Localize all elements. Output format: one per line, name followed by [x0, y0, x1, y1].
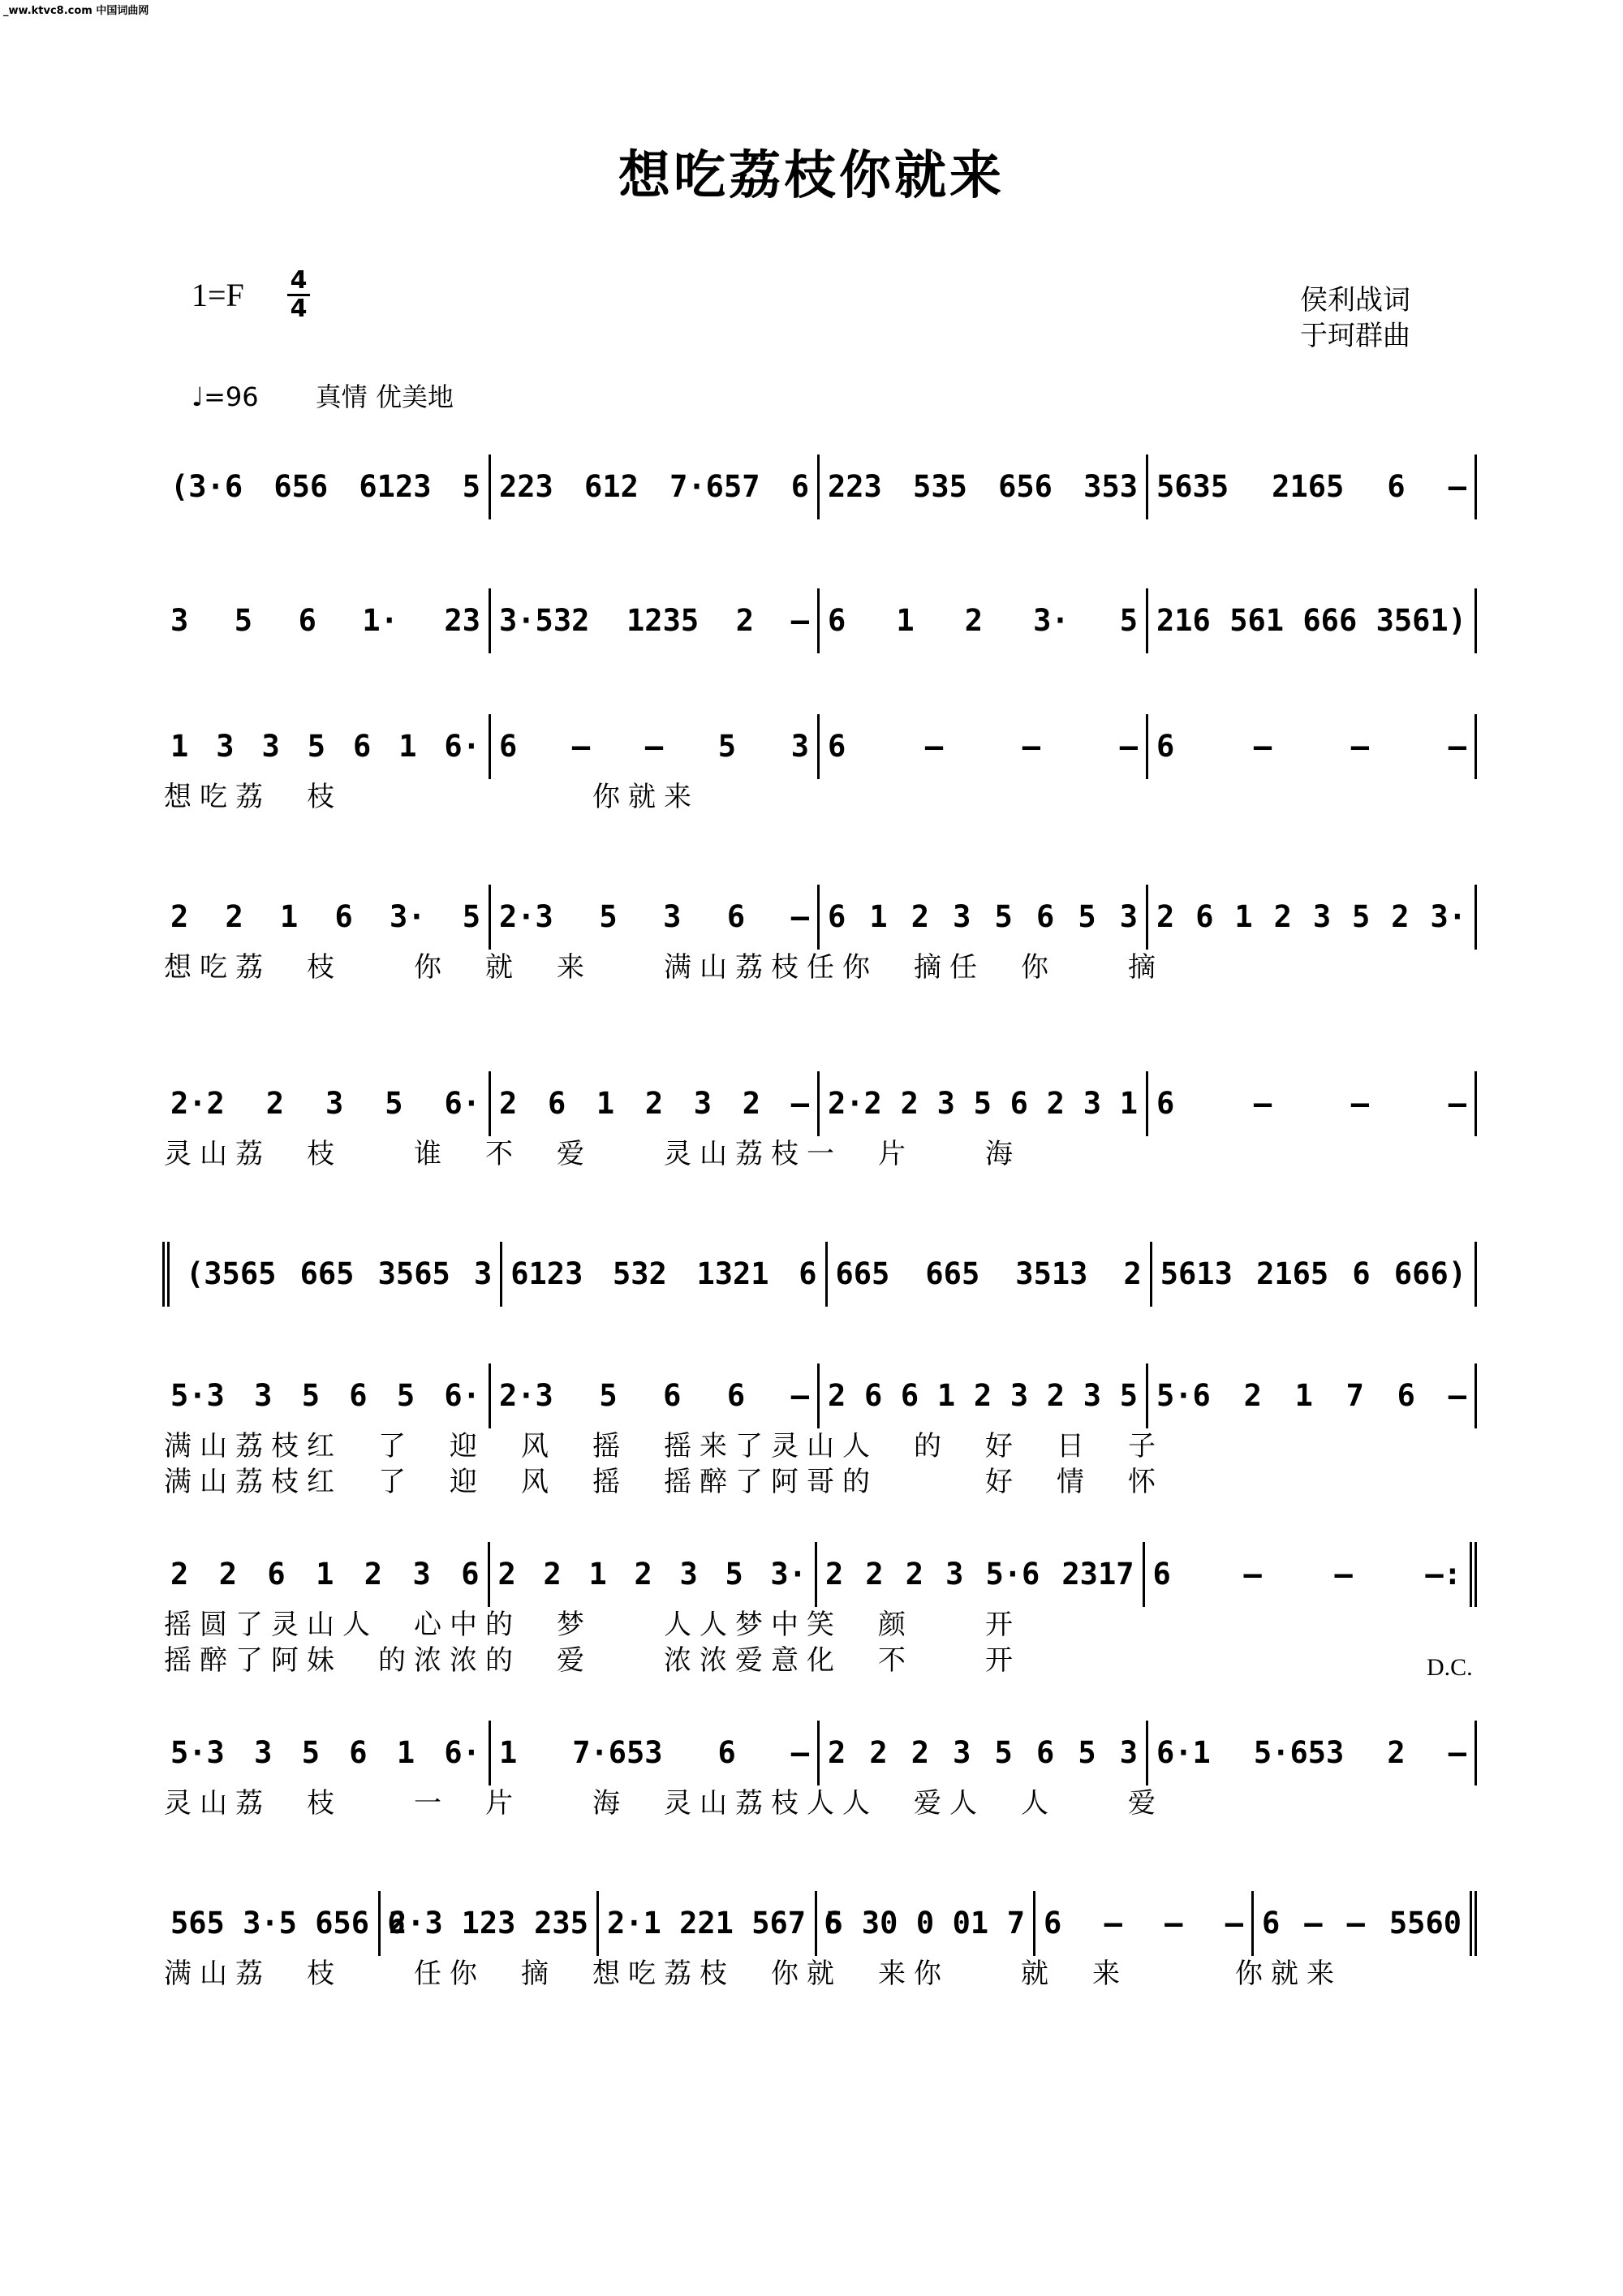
measure: 6 – – – [1035, 1891, 1254, 1956]
notation-row [162, 454, 1477, 519]
score-line-5 [162, 1071, 1477, 1172]
meter-top: 4 [290, 266, 308, 295]
lyric-line: 满山荔枝红 了 迎 风 摇 摇醉了阿哥的 好 情 怀 [164, 1466, 1164, 1498]
lyric-line: 摇醉了阿妹 的浓浓的 爱 浓浓爱意化 不 开 [164, 1644, 1021, 1677]
meter-bottom: 4 [287, 294, 310, 322]
score-line-8 [162, 1542, 1477, 1678]
measure: 2 2 6 1 2 3 6 [162, 1542, 490, 1607]
measure: 6 – – 5 3 [491, 714, 820, 779]
measure: 2 6 6 1 2 3 2 3 5 [820, 1363, 1148, 1428]
lyric-line: 灵山荔 枝 谁 不 爱 灵山荔枝一 片 海 [164, 1138, 1021, 1170]
measure: 565 3·5 656 6 [162, 1891, 381, 1956]
score-line-4 [162, 885, 1477, 985]
lyric-line: 灵山荔 枝 一 片 海 灵山荔枝人人 爱人 人 爱 [164, 1787, 1164, 1820]
measure: 6 – – – [1148, 714, 1477, 779]
measure: 6 – – 5560 [1254, 1891, 1477, 1956]
measure: 2 2 2 3 5 6 5 3 [820, 1721, 1148, 1786]
measure: 6 1 2 3 5 6 5 3 [820, 885, 1148, 950]
score-line-9 [162, 1721, 1477, 1821]
measure: 223 535 656 353 [820, 454, 1148, 519]
notation-row [162, 1542, 1477, 1607]
measure: 6·1 5·653 2 – [1148, 1721, 1477, 1786]
measure: 5613 2165 6 666) [1152, 1242, 1477, 1307]
score-line-7 [162, 1363, 1477, 1500]
measure: 5 30 0 01 7 [817, 1891, 1035, 1956]
tempo-mark: ♩=96 [192, 381, 259, 412]
notation-row [162, 1891, 1477, 1956]
notation-row [162, 885, 1477, 950]
score-line-3 [162, 714, 1477, 815]
key-signature: 1=F [192, 277, 244, 313]
notation-row [162, 1721, 1477, 1786]
notation-row [162, 1071, 1477, 1136]
measure: 2 2 1 2 3 5 3· [490, 1542, 818, 1607]
notation-row [162, 714, 1477, 779]
lyric-line: 想吃荔 枝 你就来 [164, 781, 700, 813]
measure: 2·3 5 6 6 – [491, 1363, 820, 1428]
notation-row [162, 588, 1477, 653]
measure: 2·3 123 235 [381, 1891, 599, 1956]
score-line-1 [162, 454, 1477, 519]
measure: 6 – – – [1148, 1071, 1477, 1136]
measure: 2·2 2 3 5 6 2 3 1 [820, 1071, 1148, 1136]
notation-row [162, 1242, 1477, 1307]
da-capo-mark: D.C. [1427, 1654, 1473, 1681]
measure: 5·6 2 1 7 6 – [1148, 1363, 1477, 1428]
measure: 6123 532 1321 6 [502, 1242, 827, 1307]
measure: 6 1 2 3· 5 [820, 588, 1148, 653]
measure: 2·2 2 3 5 6· [162, 1071, 491, 1136]
measure: 2 2 1 6 3· 5 [162, 885, 491, 950]
measure: 223 612 7·657 6 [491, 454, 820, 519]
composer: 于珂群曲 [1300, 320, 1410, 352]
time-signature [287, 268, 310, 322]
page-title: 想吃荔枝你就来 [618, 146, 1005, 206]
measure: 5635 2165 6 – [1148, 454, 1477, 519]
watermark: _ww.ktvc8.com 中国词曲网 [3, 5, 149, 17]
measure: 6 – – –: [1145, 1542, 1478, 1607]
expression-mark: 真情 优美地 [315, 381, 454, 412]
measure: 3 5 6 1· 23 [162, 588, 491, 653]
measure: 5·3 3 5 6 1 6· [162, 1721, 491, 1786]
notation-row [162, 1363, 1477, 1428]
tempo-marking [192, 377, 454, 414]
measure: 2 2 2 3 5·6 2317 [817, 1542, 1145, 1607]
measure: 2·3 5 3 6 – [491, 885, 820, 950]
measure: (3·6 656 6123 5 [162, 454, 491, 519]
measure: 5·3 3 5 6 5 6· [162, 1363, 491, 1428]
measure: 6 – – – [820, 714, 1148, 779]
measure: 2 6 1 2 3 5 2 3· [1148, 885, 1477, 950]
lyric-line: 满山荔枝红 了 迎 风 摇 摇来了灵山人 的 好 日 子 [164, 1430, 1164, 1462]
lyric-line: 满山荔 枝 任你 摘 想吃荔枝 你就 来你 就 来 你就来 [164, 1958, 1342, 1990]
score-line-10 [162, 1891, 1477, 1992]
score-line-6 [162, 1242, 1477, 1307]
measure: (3565 665 3565 3 [178, 1242, 502, 1307]
credits [1300, 282, 1410, 354]
measure: 2 6 1 2 3 2 – [491, 1071, 820, 1136]
measure: 1 7·653 6 – [491, 1721, 820, 1786]
measure: 1 3 3 5 6 1 6· [162, 714, 491, 779]
measure: 216 561 666 3561) [1148, 588, 1477, 653]
measure: 3·532 1235 2 – [491, 588, 820, 653]
measure: 2·1 221 567 6 [599, 1891, 817, 1956]
score-line-2 [162, 588, 1477, 653]
measure: 665 665 3513 2 [828, 1242, 1152, 1307]
lyric-line: 想吃荔 枝 你 就 来 满山荔枝任你 摘任 你 摘 [164, 951, 1164, 984]
lyric-line: 摇圆了灵山人 心中的 梦 人人梦中笑 颜 开 [164, 1609, 1021, 1641]
lyricist: 侯利战词 [1300, 284, 1410, 317]
